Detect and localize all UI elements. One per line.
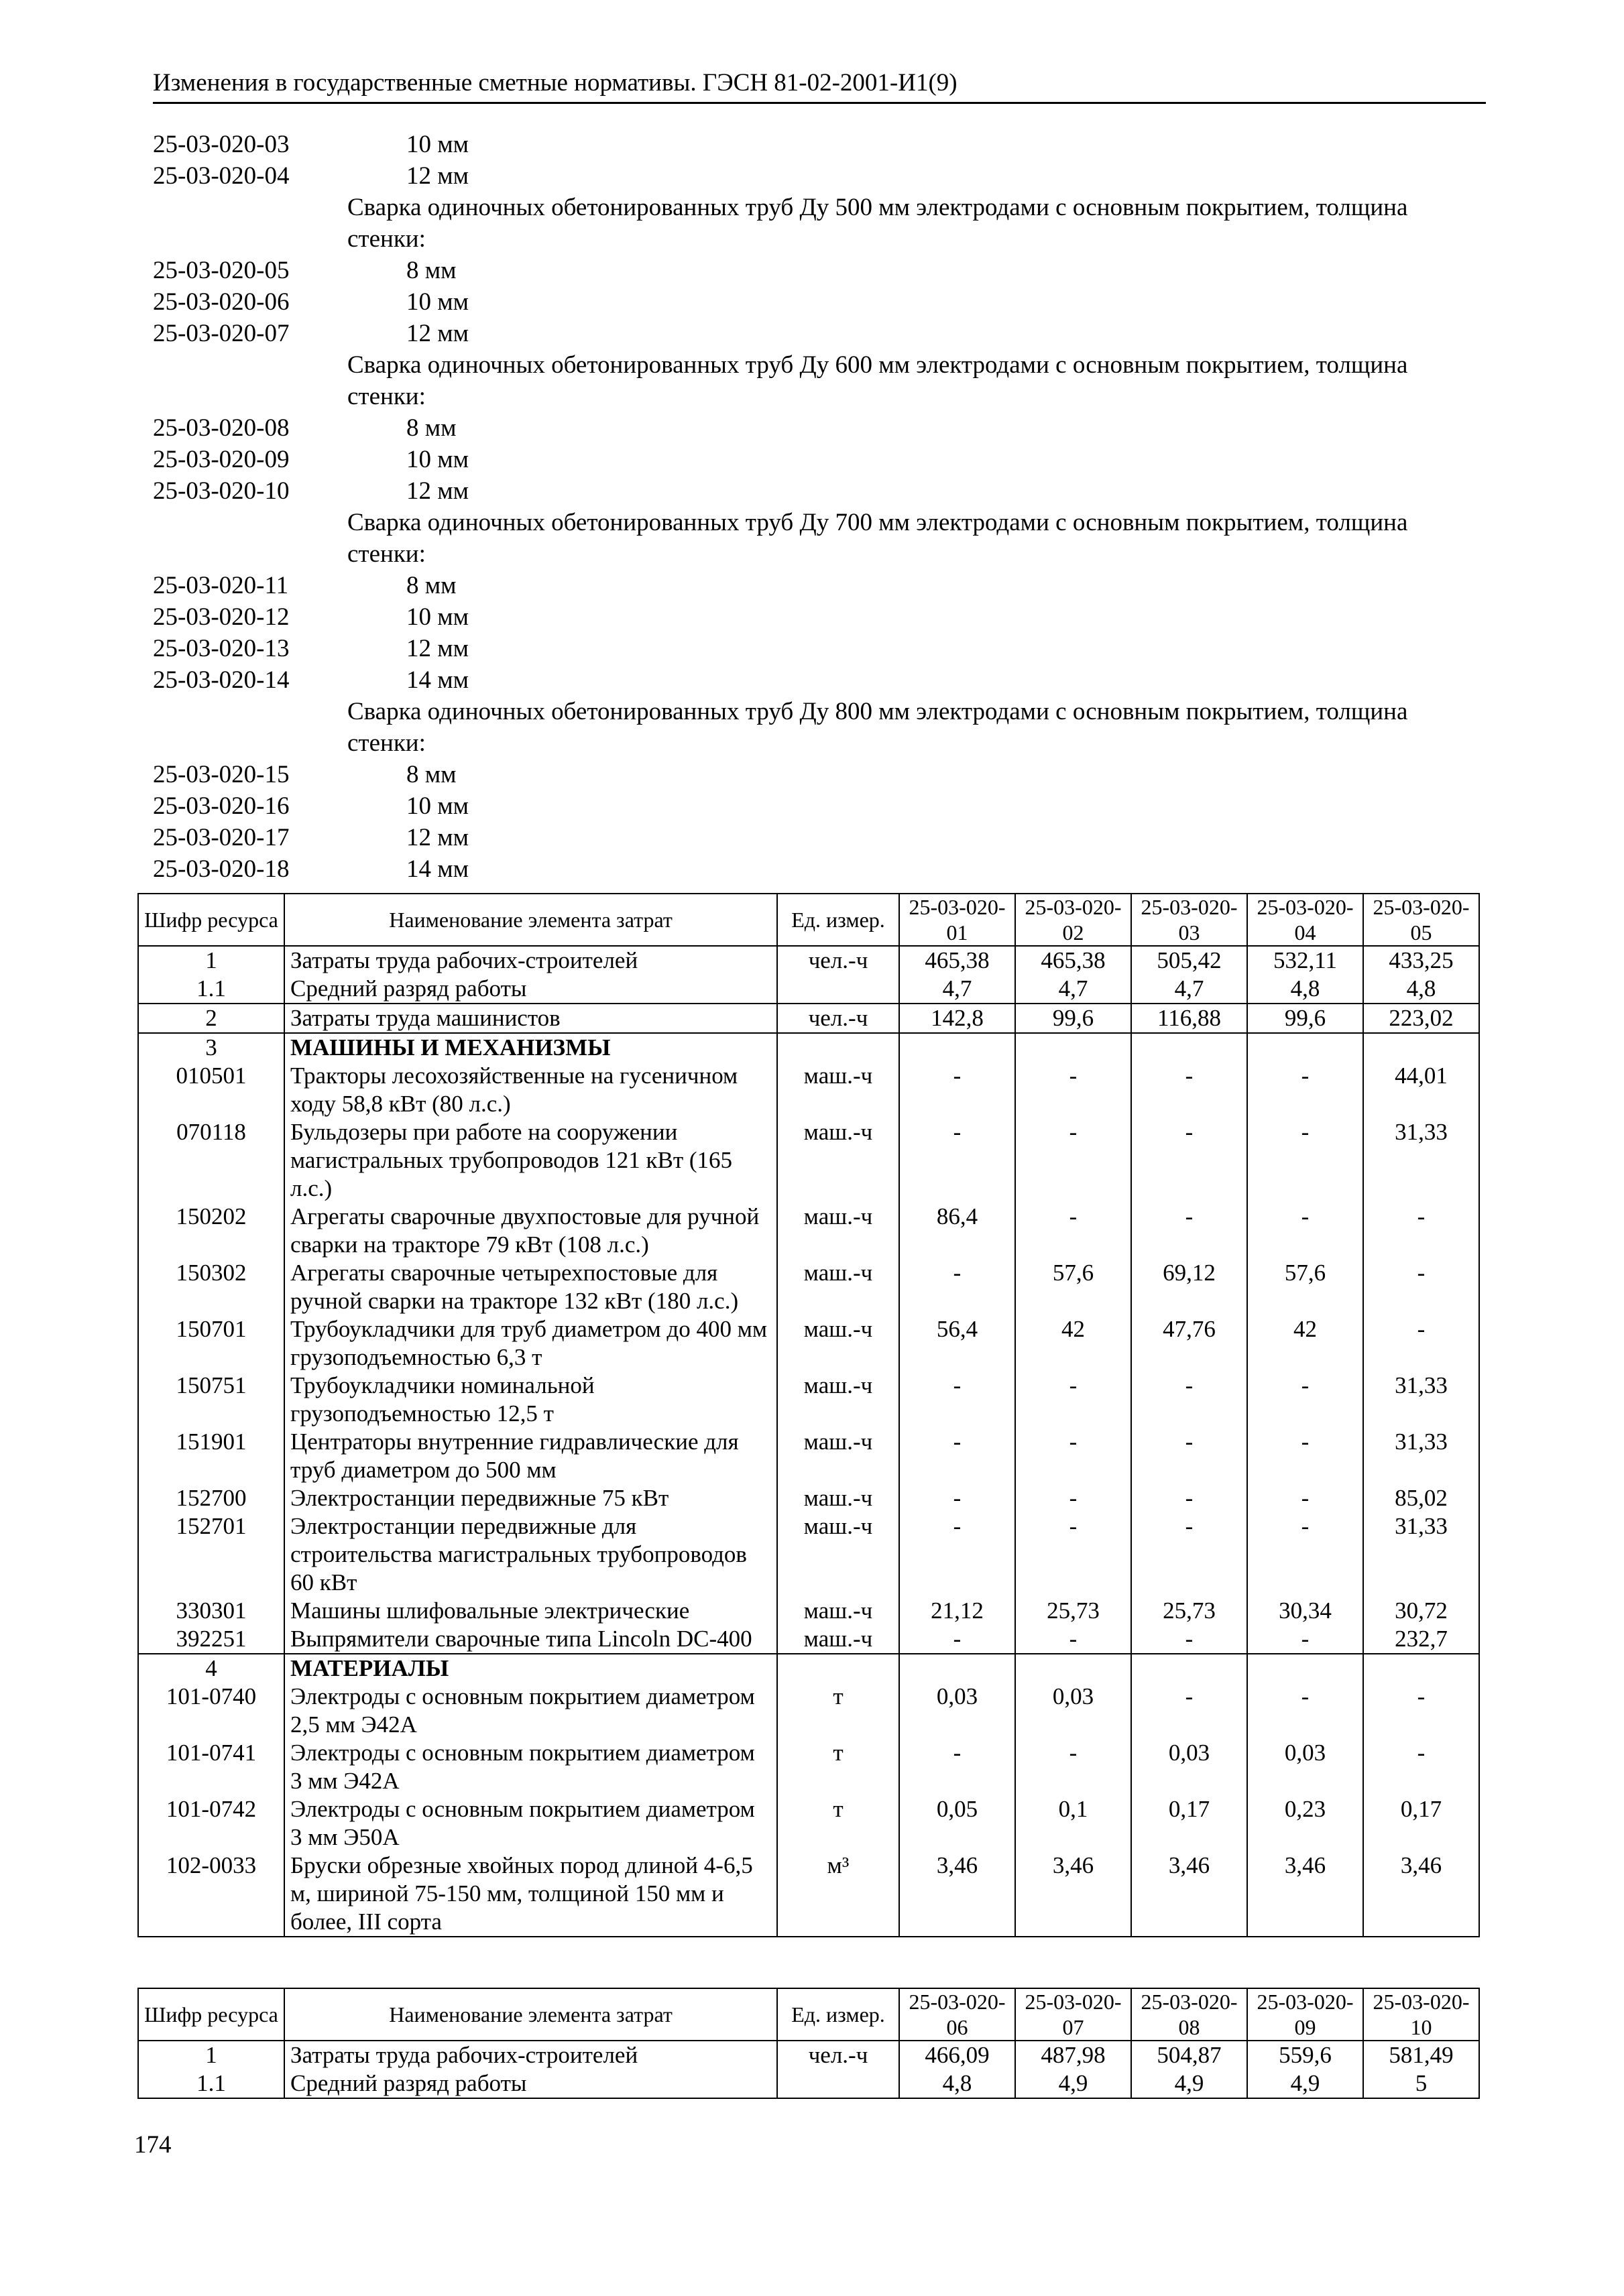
norm-value: - — [1015, 1372, 1131, 1428]
cost-element-name: Машины шлифовальные электрические — [284, 1597, 777, 1625]
norm-value: 3,46 — [1363, 1852, 1479, 1937]
norm-value: 31,33 — [1363, 1372, 1479, 1428]
unit: т — [777, 1739, 899, 1795]
table-row — [138, 946, 1479, 975]
norm-value: 4,7 — [899, 975, 1015, 1004]
unit: маш.-ч — [777, 1203, 899, 1259]
table-row — [138, 1795, 1479, 1852]
norm-value: 223,02 — [1363, 1004, 1479, 1033]
unit — [777, 975, 899, 1004]
code-list — [153, 129, 1486, 885]
code: 25-03-020-13 — [153, 635, 290, 662]
table-row — [138, 1203, 1479, 1259]
norm-value: 3,46 — [899, 1852, 1015, 1937]
resource-code: 150302 — [138, 1259, 284, 1315]
norm-value: - — [1131, 1484, 1247, 1512]
norm-value: - — [1131, 1428, 1247, 1484]
norm-value: - — [1131, 1512, 1247, 1597]
thickness-value: 12 мм — [406, 635, 469, 662]
header-cost-element: Наименование элемента затрат — [284, 894, 777, 946]
header-unit: Ед. измер. — [777, 1988, 899, 2041]
cost-element-name: Затраты труда рабочих-строителей — [284, 946, 777, 975]
cost-element-name: Средний разряд работы — [284, 2069, 777, 2098]
thickness-value: 10 мм — [406, 131, 469, 158]
norm-value: 504,87 — [1131, 2041, 1247, 2069]
code-list-item — [153, 822, 1486, 853]
thickness-value: 8 мм — [406, 761, 457, 788]
norm-value: 4,9 — [1247, 2069, 1363, 2098]
code-group-description: Сварка одиночных обетонированных труб Ду 600 мм электродами с основным покрытием, толщина стенки: — [347, 351, 1408, 410]
norm-value: - — [1247, 1062, 1363, 1118]
header-norm-code: 25-03-020-03 — [1131, 894, 1247, 946]
code: 25-03-020-12 — [153, 603, 290, 631]
cost-element-name: Электроды с основным покрытием диаметром 2,5 мм Э42А — [284, 1683, 777, 1739]
norm-value: - — [1247, 1203, 1363, 1259]
norm-value: 465,38 — [899, 946, 1015, 975]
cost-element-name: Тракторы лесохозяйственные на гусеничном ходу 58,8 кВт (80 л.с.) — [284, 1062, 777, 1118]
norm-value: 142,8 — [899, 1004, 1015, 1033]
code: 25-03-020-15 — [153, 761, 290, 788]
resource-code: 2 — [138, 1004, 284, 1033]
norm-value: 3,46 — [1247, 1852, 1363, 1937]
unit: маш.-ч — [777, 1597, 899, 1625]
cost-element-name: Электростанции передвижные 75 кВт — [284, 1484, 777, 1512]
norm-value: 30,72 — [1363, 1597, 1479, 1625]
resource-code: 3 — [138, 1033, 284, 1062]
norm-value: - — [899, 1739, 1015, 1795]
resource-code: 150751 — [138, 1372, 284, 1428]
norm-value — [899, 1654, 1015, 1683]
page-number: 174 — [134, 2131, 172, 2159]
norm-value — [1247, 1654, 1363, 1683]
cost-element-name: Электроды с основным покрытием диаметром 3 мм Э42А — [284, 1739, 777, 1795]
resource-code: 151901 — [138, 1428, 284, 1484]
norm-value: 4,7 — [1015, 975, 1131, 1004]
code: 25-03-020-16 — [153, 792, 290, 820]
table-row — [138, 1062, 1479, 1118]
unit: м³ — [777, 1852, 899, 1937]
code-list-item — [153, 160, 1486, 192]
cost-element-name: Трубоукладчики для труб диаметром до 400 мм грузоподъемностью 6,3 т — [284, 1315, 777, 1372]
norm-value: - — [1247, 1118, 1363, 1203]
table-row — [138, 1654, 1479, 1683]
norm-value: - — [1131, 1625, 1247, 1654]
code: 25-03-020-08 — [153, 414, 290, 442]
norm-value: 116,88 — [1131, 1004, 1247, 1033]
table-row — [138, 1033, 1479, 1062]
resource-code: 101-0742 — [138, 1795, 284, 1852]
norm-value: 69,12 — [1131, 1259, 1247, 1315]
norm-value: 44,01 — [1363, 1062, 1479, 1118]
header-norm-code: 25-03-020-09 — [1247, 1988, 1363, 2041]
norm-value: - — [1131, 1683, 1247, 1739]
header-norm-code: 25-03-020-07 — [1015, 1988, 1131, 2041]
norm-value: 25,73 — [1131, 1597, 1247, 1625]
resource-code: 150202 — [138, 1203, 284, 1259]
table-row — [138, 1852, 1479, 1937]
page-header: Изменения в государственные сметные нормативы. ГЭСН 81-02-2001-И1(9) — [153, 67, 1486, 104]
code-list-item — [153, 129, 1486, 160]
norm-value: 47,76 — [1131, 1315, 1247, 1372]
code-list-item — [153, 664, 1486, 696]
norm-value: 21,12 — [899, 1597, 1015, 1625]
thickness-value: 14 мм — [406, 666, 469, 694]
unit: маш.-ч — [777, 1512, 899, 1597]
norm-value: 0,1 — [1015, 1795, 1131, 1852]
thickness-value: 8 мм — [406, 257, 457, 284]
code: 25-03-020-04 — [153, 162, 290, 190]
norm-value: 56,4 — [899, 1315, 1015, 1372]
unit: маш.-ч — [777, 1118, 899, 1203]
table-row — [138, 2041, 1479, 2069]
cost-element-name: МАТЕРИАЛЫ — [284, 1654, 777, 1683]
norm-value: - — [1015, 1062, 1131, 1118]
unit: маш.-ч — [777, 1484, 899, 1512]
norm-value: - — [1015, 1428, 1131, 1484]
table-row — [138, 1512, 1479, 1597]
norm-value: - — [1015, 1118, 1131, 1203]
code: 25-03-020-03 — [153, 131, 290, 158]
unit: чел.-ч — [777, 1004, 899, 1033]
norm-value — [1363, 1654, 1479, 1683]
cost-element-name: Агрегаты сварочные двухпостовые для ручной сварки на тракторе 79 кВт (108 л.с.) — [284, 1203, 777, 1259]
header-norm-code: 25-03-020-08 — [1131, 1988, 1247, 2041]
thickness-value: 12 мм — [406, 477, 469, 505]
unit: чел.-ч — [777, 946, 899, 975]
code: 25-03-020-05 — [153, 257, 290, 284]
norm-value: 5 — [1363, 2069, 1479, 2098]
table-row — [138, 1683, 1479, 1739]
norm-value: 42 — [1247, 1315, 1363, 1372]
norm-value: 4,9 — [1015, 2069, 1131, 2098]
norm-value: 30,34 — [1247, 1597, 1363, 1625]
code-list-item — [153, 759, 1486, 790]
norm-value — [1015, 1033, 1131, 1062]
norm-value: - — [1131, 1062, 1247, 1118]
norm-value: 42 — [1015, 1315, 1131, 1372]
code-list-item — [153, 475, 1486, 507]
cost-element-name: Электростанции передвижные для строительства магистральных трубопроводов 60 кВт — [284, 1512, 777, 1597]
cost-element-name: Трубоукладчики номинальной грузоподъемностью 12,5 т — [284, 1372, 777, 1428]
thickness-value: 10 мм — [406, 792, 469, 820]
unit: маш.-ч — [777, 1062, 899, 1118]
norm-value: 3,46 — [1131, 1852, 1247, 1937]
cost-element-name: Средний разряд работы — [284, 975, 777, 1004]
code: 25-03-020-07 — [153, 320, 290, 347]
table-row — [138, 1597, 1479, 1625]
norm-value: 433,25 — [1363, 946, 1479, 975]
table-row — [138, 975, 1479, 1004]
cost-table-2 — [137, 1988, 1480, 2099]
norm-value: - — [899, 1372, 1015, 1428]
norm-value: 581,49 — [1363, 2041, 1479, 2069]
code: 25-03-020-18 — [153, 855, 290, 883]
code-list-item — [153, 633, 1486, 664]
table-row — [138, 1428, 1479, 1484]
norm-value: - — [1247, 1484, 1363, 1512]
norm-value: 3,46 — [1015, 1852, 1131, 1937]
norm-value: - — [1131, 1203, 1247, 1259]
resource-code: 152701 — [138, 1512, 284, 1597]
header-norm-code: 25-03-020-02 — [1015, 894, 1131, 946]
norm-value: - — [899, 1062, 1015, 1118]
norm-value: - — [1363, 1683, 1479, 1739]
norm-value: 0,05 — [899, 1795, 1015, 1852]
code-list-item — [153, 318, 1486, 349]
norm-value: 0,03 — [1015, 1683, 1131, 1739]
code: 25-03-020-14 — [153, 666, 290, 694]
norm-value: 0,03 — [1131, 1739, 1247, 1795]
unit: т — [777, 1683, 899, 1739]
table-row — [138, 1259, 1479, 1315]
code-list-item — [153, 286, 1486, 318]
norm-value: - — [1363, 1739, 1479, 1795]
header-norm-code: 25-03-020-01 — [899, 894, 1015, 946]
code: 25-03-020-11 — [153, 572, 289, 599]
header-norm-code: 25-03-020-04 — [1247, 894, 1363, 946]
resource-code: 1.1 — [138, 2069, 284, 2098]
norm-value: 0,23 — [1247, 1795, 1363, 1852]
norm-value: 4,7 — [1131, 975, 1247, 1004]
norm-value — [1131, 1654, 1247, 1683]
norm-value: - — [1247, 1512, 1363, 1597]
cost-element-name: Затраты труда машинистов — [284, 1004, 777, 1033]
resource-code: 1 — [138, 946, 284, 975]
norm-value: 4,8 — [899, 2069, 1015, 2098]
norm-value — [899, 1033, 1015, 1062]
code-list-item — [153, 601, 1486, 633]
norm-value: - — [899, 1428, 1015, 1484]
resource-code: 1 — [138, 2041, 284, 2069]
norm-value: 31,33 — [1363, 1512, 1479, 1597]
code-list-item — [153, 412, 1486, 444]
norm-value: 57,6 — [1015, 1259, 1131, 1315]
norm-value: - — [1015, 1739, 1131, 1795]
norm-value: - — [899, 1625, 1015, 1654]
cost-element-name: Центраторы внутренние гидравлические для труб диаметром до 500 мм — [284, 1428, 777, 1484]
resource-code: 4 — [138, 1654, 284, 1683]
header-norm-code: 25-03-020-10 — [1363, 1988, 1479, 2041]
norm-value: - — [1015, 1484, 1131, 1512]
unit: маш.-ч — [777, 1315, 899, 1372]
unit: маш.-ч — [777, 1625, 899, 1654]
thickness-value: 10 мм — [406, 446, 469, 473]
code-group-description: Сварка одиночных обетонированных труб Ду 700 мм электродами с основным покрытием, толщина стенки: — [347, 509, 1408, 568]
resource-code: 330301 — [138, 1597, 284, 1625]
unit: маш.-ч — [777, 1259, 899, 1315]
norm-value: - — [1247, 1428, 1363, 1484]
table-row — [138, 1004, 1479, 1033]
thickness-value: 12 мм — [406, 320, 469, 347]
norm-value: - — [899, 1118, 1015, 1203]
unit — [777, 1033, 899, 1062]
cost-table-1 — [137, 893, 1480, 1937]
table-row — [138, 1118, 1479, 1203]
header-cost-element: Наименование элемента затрат — [284, 1988, 777, 2041]
header-norm-code: 25-03-020-06 — [899, 1988, 1015, 2041]
unit — [777, 1654, 899, 1683]
cost-element-name: Выпрямители сварочные типа Lincoln DC-400 — [284, 1625, 777, 1654]
table-row — [138, 1315, 1479, 1372]
norm-value: 466,09 — [899, 2041, 1015, 2069]
code-list-item — [153, 853, 1486, 885]
norm-value: 86,4 — [899, 1203, 1015, 1259]
norm-value: 487,98 — [1015, 2041, 1131, 2069]
cost-element-name: Бульдозеры при работе на сооружении магистральных трубопроводов 121 кВт (165 л.с.) — [284, 1118, 777, 1203]
norm-value: 0,03 — [899, 1683, 1015, 1739]
unit: т — [777, 1795, 899, 1852]
norm-value — [1363, 1033, 1479, 1062]
unit: маш.-ч — [777, 1428, 899, 1484]
norm-value: 4,8 — [1247, 975, 1363, 1004]
code: 25-03-020-06 — [153, 288, 290, 316]
unit: чел.-ч — [777, 2041, 899, 2069]
cost-element-name: Затраты труда рабочих-строителей — [284, 2041, 777, 2069]
resource-code: 392251 — [138, 1625, 284, 1654]
thickness-value: 12 мм — [406, 824, 469, 851]
norm-value: 4,8 — [1363, 975, 1479, 1004]
norm-value: - — [1131, 1372, 1247, 1428]
table-row — [138, 1484, 1479, 1512]
norm-value: 4,9 — [1131, 2069, 1247, 2098]
norm-value: - — [1363, 1259, 1479, 1315]
code: 25-03-020-09 — [153, 446, 290, 473]
cost-element-name: Электроды с основным покрытием диаметром 3 мм Э50А — [284, 1795, 777, 1852]
norm-value: 465,38 — [1015, 946, 1131, 975]
code-list-item — [153, 790, 1486, 822]
norm-value — [1015, 1654, 1131, 1683]
norm-value — [1131, 1033, 1247, 1062]
table-row — [138, 2069, 1479, 2098]
norm-value: 99,6 — [1015, 1004, 1131, 1033]
norm-value: - — [899, 1259, 1015, 1315]
norm-value: - — [899, 1484, 1015, 1512]
table-header-row — [138, 894, 1479, 946]
norm-value: - — [1247, 1683, 1363, 1739]
code: 25-03-020-17 — [153, 824, 290, 851]
resource-code: 101-0741 — [138, 1739, 284, 1795]
norm-value: - — [1363, 1315, 1479, 1372]
resource-code: 152700 — [138, 1484, 284, 1512]
resource-code: 010501 — [138, 1062, 284, 1118]
code-list-item — [153, 570, 1486, 601]
cost-element-name: Агрегаты сварочные четырехпостовые для ручной сварки на тракторе 132 кВт (180 л.с.) — [284, 1259, 777, 1315]
norm-value: 532,11 — [1247, 946, 1363, 975]
resource-code: 1.1 — [138, 975, 284, 1004]
norm-value: - — [1131, 1118, 1247, 1203]
norm-value: 0,17 — [1131, 1795, 1247, 1852]
resource-code: 101-0740 — [138, 1683, 284, 1739]
norm-value: 25,73 — [1015, 1597, 1131, 1625]
cost-element-name: Бруски обрезные хвойных пород длиной 4-6,5 м, шириной 75-150 мм, толщиной 150 мм и более, III сорта — [284, 1852, 777, 1937]
norm-value: 31,33 — [1363, 1118, 1479, 1203]
table-row — [138, 1739, 1479, 1795]
norm-value: - — [1363, 1203, 1479, 1259]
thickness-value: 8 мм — [406, 414, 457, 442]
code-list-item — [153, 444, 1486, 475]
norm-value: - — [1247, 1625, 1363, 1654]
norm-value — [1247, 1033, 1363, 1062]
table-row — [138, 1625, 1479, 1654]
unit — [777, 2069, 899, 2098]
norm-value: - — [1015, 1512, 1131, 1597]
thickness-value: 12 мм — [406, 162, 469, 190]
norm-value: 57,6 — [1247, 1259, 1363, 1315]
code-group-description: Сварка одиночных обетонированных труб Ду 500 мм электродами с основным покрытием, толщина стенки: — [347, 194, 1408, 253]
norm-value: - — [1015, 1625, 1131, 1654]
header-unit: Ед. измер. — [777, 894, 899, 946]
resource-code: 150701 — [138, 1315, 284, 1372]
cost-element-name: МАШИНЫ И МЕХАНИЗМЫ — [284, 1033, 777, 1062]
code-group-description: Сварка одиночных обетонированных труб Ду 800 мм электродами с основным покрытием, толщина стенки: — [347, 698, 1408, 757]
thickness-value: 10 мм — [406, 603, 469, 631]
norm-value: - — [1015, 1203, 1131, 1259]
thickness-value: 8 мм — [406, 572, 457, 599]
code-list-item — [153, 255, 1486, 286]
norm-value: 559,6 — [1247, 2041, 1363, 2069]
norm-value: 232,7 — [1363, 1625, 1479, 1654]
table-row — [138, 1372, 1479, 1428]
norm-value: 85,02 — [1363, 1484, 1479, 1512]
norm-value: - — [1247, 1372, 1363, 1428]
norm-value: 0,17 — [1363, 1795, 1479, 1852]
norm-value: 0,03 — [1247, 1739, 1363, 1795]
thickness-value: 10 мм — [406, 288, 469, 316]
resource-code: 070118 — [138, 1118, 284, 1203]
resource-code: 102-0033 — [138, 1852, 284, 1937]
table-header-row — [138, 1988, 1479, 2041]
unit: маш.-ч — [777, 1372, 899, 1428]
norm-value: 31,33 — [1363, 1428, 1479, 1484]
header-resource-code: Шифр ресурса — [138, 1988, 284, 2041]
header-norm-code: 25-03-020-05 — [1363, 894, 1479, 946]
norm-value: 505,42 — [1131, 946, 1247, 975]
header-resource-code: Шифр ресурса — [138, 894, 284, 946]
code: 25-03-020-10 — [153, 477, 290, 505]
norm-value: 99,6 — [1247, 1004, 1363, 1033]
norm-value: - — [899, 1512, 1015, 1597]
thickness-value: 14 мм — [406, 855, 469, 883]
